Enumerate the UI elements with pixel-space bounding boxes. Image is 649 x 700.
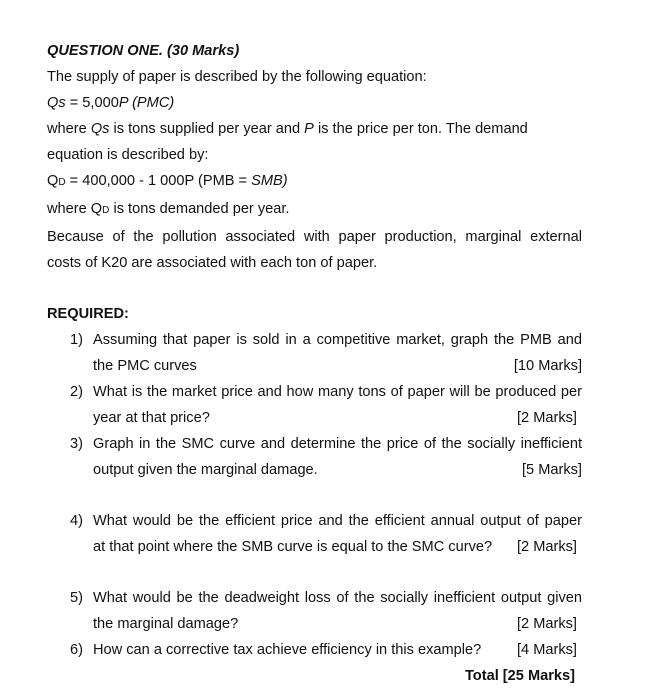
intro-text: The supply of paper is described by the following equation: <box>47 69 427 85</box>
question-item <box>70 379 582 431</box>
pollution-text: Because of the pollution associated with paper production, marginal external <box>47 229 582 245</box>
eq-part: SMB) <box>251 173 288 189</box>
text-part: Qs <box>90 121 110 137</box>
pollution-text-cont: costs of K20 are associated with each ton of paper. <box>47 255 378 271</box>
text-part: is the price per ton. The demand <box>313 121 528 137</box>
demand-equation <box>47 168 582 196</box>
document <box>47 38 582 689</box>
item-text: What would be the deadweight loss of the socially inefficient output given <box>93 590 582 606</box>
item-text: at that point where the SMB curve is equal to the SMC curve? <box>93 539 493 555</box>
item-number: 3) <box>70 436 83 452</box>
item-text: the marginal damage? <box>93 616 239 632</box>
item-text: year at that price? <box>93 410 210 426</box>
item-marks: [4 Marks] <box>516 642 577 658</box>
text-part: D <box>102 205 110 216</box>
item-number: 4) <box>70 513 83 529</box>
question-item <box>70 327 582 379</box>
item-marks: [5 Marks] <box>521 462 582 478</box>
item-marks: [10 Marks] <box>513 358 582 374</box>
item-text: the PMC curves <box>93 358 197 374</box>
item-number: 6) <box>70 642 83 658</box>
text-part: is tons demanded per year. <box>109 201 290 217</box>
text-part: P <box>304 121 314 137</box>
item-text: What is the market price and how many tons of paper will be produced per <box>93 384 582 400</box>
eq-part: = 5,000 <box>65 95 119 111</box>
item-marks: [2 Marks] <box>516 539 577 555</box>
eq-part: D <box>58 177 66 188</box>
item-marks: [2 Marks] <box>516 410 577 426</box>
item-text: Graph in the SMC curve and determine the price of the socially inefficient <box>93 436 582 452</box>
item-text: What would be the efficient price and the efficient annual output of paper <box>93 513 582 529</box>
item-number: 5) <box>70 590 83 606</box>
eq-part: Q <box>47 173 59 189</box>
question-item <box>70 508 582 560</box>
demand-explanation <box>47 196 582 224</box>
eq-part: = 400,000 - 1 000P (PMB = <box>65 173 252 189</box>
eq-part: (PMC) <box>128 95 175 111</box>
required-heading: REQUIRED: <box>47 306 129 322</box>
item-text: output given the marginal damage. <box>93 462 318 478</box>
text-part: where <box>47 121 91 137</box>
question-item <box>70 637 582 663</box>
item-text: Assuming that paper is sold in a competitive market, graph the PMB and <box>93 332 582 348</box>
text-part: is tons supplied per year and <box>109 121 305 137</box>
eq-part: Qs <box>47 95 66 111</box>
eq-part: P <box>118 95 129 111</box>
item-number: 2) <box>70 384 83 400</box>
text-part: where Q <box>47 201 103 217</box>
question-item <box>70 585 582 637</box>
question-heading: QUESTION ONE. (30 Marks) <box>47 43 240 59</box>
item-marks: [2 Marks] <box>516 616 577 632</box>
total-marks: Total [25 Marks] <box>464 668 575 684</box>
item-text: How can a corrective tax achieve efficiency in this example? <box>93 642 482 658</box>
item-number: 1) <box>70 332 83 348</box>
supply-explanation-cont: equation is described by: <box>47 147 209 163</box>
supply-explanation <box>47 116 582 142</box>
question-item <box>70 431 582 483</box>
supply-equation <box>47 90 582 116</box>
